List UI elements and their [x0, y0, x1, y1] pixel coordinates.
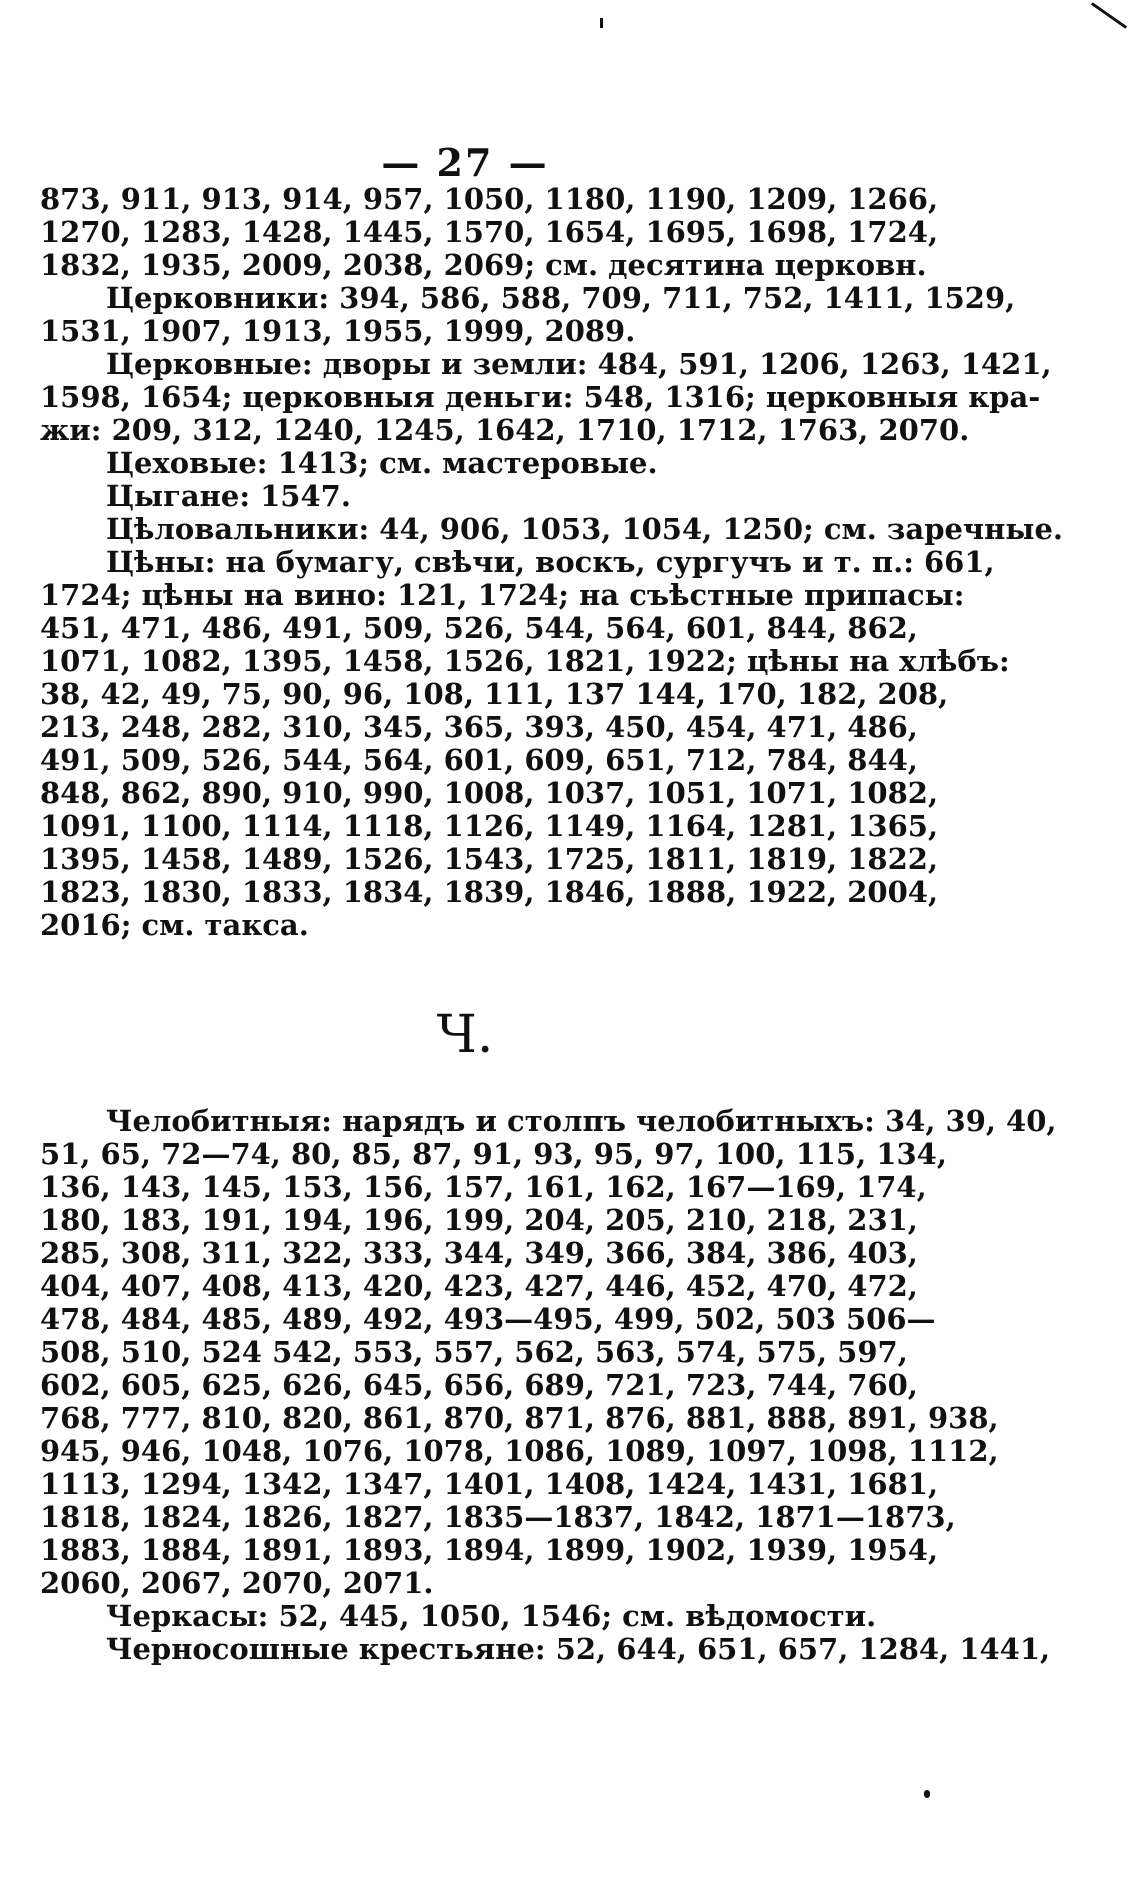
text-line: 873, 911, 913, 914, 957, 1050, 1180, 1190, 1209, 1266, [40, 182, 939, 216]
text-line: Церковные: дворы и земли: 484, 591, 1206, 1263, 1421, [106, 347, 1052, 381]
text-line: 1832, 1935, 2009, 2038, 2069; см. десятина церковн. [40, 248, 927, 282]
text-line: 1270, 1283, 1428, 1445, 1570, 1654, 1695, 1698, 1724, [40, 215, 939, 249]
text-line: 1818, 1824, 1826, 1827, 1835—1837, 1842, 1871—1873, [40, 1500, 956, 1534]
text-line: 51, 65, 72—74, 80, 85, 87, 91, 93, 95, 97, 100, 115, 134, [40, 1137, 947, 1171]
text-line: 478, 484, 485, 489, 492, 493—495, 499, 502, 503 506— [40, 1302, 936, 1336]
text-line: 848, 862, 890, 910, 990, 1008, 1037, 1051, 1071, 1082, [40, 776, 939, 810]
text-line: 1823, 1830, 1833, 1834, 1839, 1846, 1888, 1922, 2004, [40, 875, 939, 909]
text-line: 768, 777, 810, 820, 861, 870, 871, 876, 881, 888, 891, 938, [40, 1401, 999, 1435]
text-line: 404, 407, 408, 413, 420, 423, 427, 446, 452, 470, 472, [40, 1269, 918, 1303]
text-line: 1071, 1082, 1395, 1458, 1526, 1821, 1922; цѣны на хлѣбъ: [40, 644, 1010, 678]
text-line: жи: 209, 312, 1240, 1245, 1642, 1710, 1712, 1763, 2070. [40, 413, 970, 447]
text-line: 1724; цѣны на вино: 121, 1724; на съѣстные припасы: [40, 578, 965, 612]
text-line: 136, 143, 145, 153, 156, 157, 161, 162, 167—169, 174, [40, 1170, 927, 1204]
text-line: 451, 471, 486, 491, 509, 526, 544, 564, 601, 844, 862, [40, 611, 918, 645]
text-line: 1395, 1458, 1489, 1526, 1543, 1725, 1811, 1819, 1822, [40, 842, 939, 876]
text-line: 1531, 1907, 1913, 1955, 1999, 2089. [40, 314, 636, 348]
text-line: Черкасы: 52, 445, 1050, 1546; см. вѣдомости. [106, 1599, 877, 1633]
text-line: 2060, 2067, 2070, 2071. [40, 1566, 434, 1600]
text-line: Цыгане: 1547. [106, 479, 351, 513]
text-line: Цеховые: 1413; см. мастеровые. [106, 446, 658, 480]
text-line: Церковники: 394, 586, 588, 709, 711, 752, 1411, 1529, [106, 281, 1016, 315]
text-line: 1091, 1100, 1114, 1118, 1126, 1149, 1164, 1281, 1365, [40, 809, 939, 843]
text-line: 491, 509, 526, 544, 564, 601, 609, 651, 712, 784, 844, [40, 743, 918, 777]
text-line: Челобитныя: нарядъ и столпъ челобитныхъ: 34, 39, 40, [106, 1104, 1057, 1138]
text-line: 1883, 1884, 1891, 1893, 1894, 1899, 1902, 1939, 1954, [40, 1533, 939, 1567]
index-block-che [40, 1104, 1057, 1666]
text-line: Цѣловальники: 44, 906, 1053, 1054, 1250; см. заречные. [106, 512, 1063, 546]
text-line: 945, 946, 1048, 1076, 1078, 1086, 1089, 1097, 1098, 1112, [40, 1434, 999, 1468]
text-line: 213, 248, 282, 310, 345, 365, 393, 450, 454, 471, 486, [40, 710, 918, 744]
section-heading-che: Ч. [436, 1005, 494, 1065]
text-line: 38, 42, 49, 75, 90, 96, 108, 111, 137 144, 170, 182, 208, [40, 677, 949, 711]
index-block-ts [40, 182, 1063, 942]
page-number: — 27 — [381, 140, 549, 185]
speck-mark [600, 18, 603, 28]
text-line: 180, 183, 191, 194, 196, 199, 204, 205, 210, 218, 231, [40, 1203, 918, 1237]
text-line: 602, 605, 625, 626, 645, 656, 689, 721, 723, 744, 760, [40, 1368, 918, 1402]
text-line: Черносошные крестьяне: 52, 644, 651, 657, 1284, 1441, [106, 1632, 1051, 1666]
text-line: 1598, 1654; церковныя деньги: 548, 1316; церковныя кра- [40, 380, 1041, 414]
corner-mark [1091, 2, 1127, 29]
speck-mark [924, 1790, 930, 1798]
text-line: 1113, 1294, 1342, 1347, 1401, 1408, 1424, 1431, 1681, [40, 1467, 939, 1501]
text-line: 2016; см. такса. [40, 908, 309, 942]
text-line: 508, 510, 524 542, 553, 557, 562, 563, 574, 575, 597, [40, 1335, 908, 1369]
text-line: Цѣны: на бумагу, свѣчи, воскъ, сургучъ и т. п.: 661, [106, 545, 995, 579]
text-line: 285, 308, 311, 322, 333, 344, 349, 366, 384, 386, 403, [40, 1236, 918, 1270]
